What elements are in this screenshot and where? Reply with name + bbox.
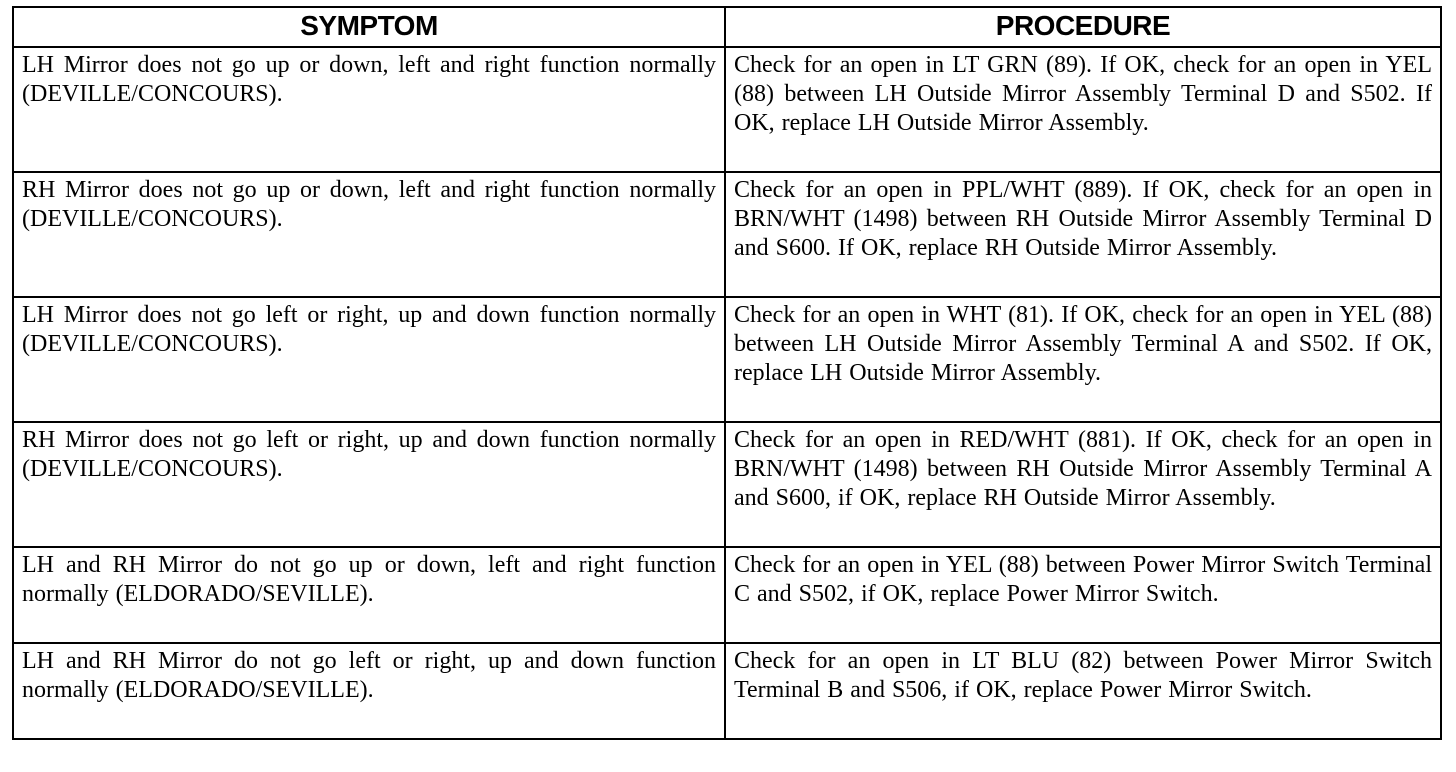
- header-row: [13, 7, 1441, 47]
- diagnostic-table: [12, 6, 1442, 740]
- table-row: [13, 643, 1441, 739]
- procedure-cell: Check for an open in RED/WHT (881). If OK, check for an open in BRN/WHT (1498) between RH Outside Mirror Assembly Terminal A and S600, if OK, replace RH Outside Mirror Assembly.: [725, 422, 1441, 547]
- symptom-cell: LH and RH Mirror do not go left or right, up and down function normally (ELDORADO/SEVILLE).: [13, 643, 725, 739]
- procedure-cell: Check for an open in YEL (88) between Power Mirror Switch Terminal C and S502, if OK, replace Power Mirror Switch.: [725, 547, 1441, 643]
- symptom-cell: LH Mirror does not go up or down, left and right function normally (DEVILLE/CONCOURS).: [13, 47, 725, 172]
- procedure-cell: Check for an open in LT BLU (82) between Power Mirror Switch Terminal B and S506, if OK, replace Power Mirror Switch.: [725, 643, 1441, 739]
- symptom-cell: RH Mirror does not go left or right, up and down function normally (DEVILLE/CONCOURS).: [13, 422, 725, 547]
- symptom-cell: RH Mirror does not go up or down, left and right function normally (DEVILLE/CONCOURS).: [13, 172, 725, 297]
- symptom-cell: LH Mirror does not go left or right, up and down function normally (DEVILLE/CONCOURS).: [13, 297, 725, 422]
- table-row: [13, 297, 1441, 422]
- table-row: [13, 47, 1441, 172]
- procedure-cell: Check for an open in WHT (81). If OK, check for an open in YEL (88) between LH Outside Mirror Assembly Terminal A and S502. If OK, replace LH Outside Mirror Assembly.: [725, 297, 1441, 422]
- table-row: [13, 422, 1441, 547]
- procedure-header: PROCEDURE: [725, 7, 1441, 47]
- procedure-cell: Check for an open in LT GRN (89). If OK, check for an open in YEL (88) between LH Outside Mirror Assembly Terminal D and S502. If OK, replace LH Outside Mirror Assembly.: [725, 47, 1441, 172]
- procedure-cell: Check for an open in PPL/WHT (889). If OK, check for an open in BRN/WHT (1498) between RH Outside Mirror Assembly Terminal D and S600. If OK, replace RH Outside Mirror Assembly.: [725, 172, 1441, 297]
- symptom-header: SYMPTOM: [13, 7, 725, 47]
- symptom-cell: LH and RH Mirror do not go up or down, left and right function normally (ELDORADO/SEVILLE).: [13, 547, 725, 643]
- table-row: [13, 547, 1441, 643]
- table-row: [13, 172, 1441, 297]
